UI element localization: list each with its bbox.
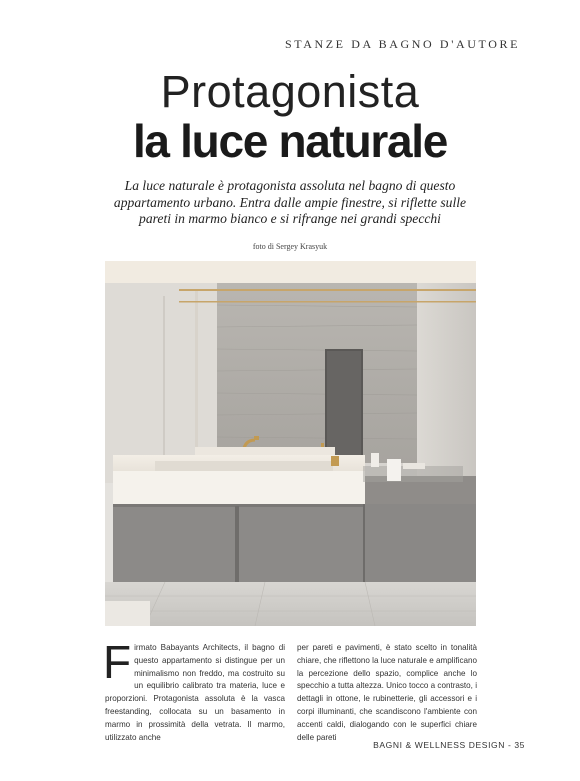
title-line-2: la luce naturale: [132, 115, 448, 167]
drop-cap: F: [103, 636, 132, 688]
section-label: STANZE DA BAGNO D'AUTORE: [284, 37, 520, 51]
title-line-1: Protagonista: [160, 66, 420, 117]
body-column-1: [103, 636, 285, 744]
photo-credit: foto di Sergey Krasyuk: [252, 242, 328, 251]
body-text-1: irmato Babayants Architects, il bagno di questo appartamento si distingue per un minimalismo non freddo, ma costruito su un equilibrio calibrato tra materia, luce e proporzioni. Protagonista assoluta è la vasca freestanding, collocata su un basamento in marmo in prossimità della vetrata. Il marmo, utilizzato anche: [105, 643, 285, 742]
page-footer: BAGNI & WELLNESS DESIGN - 35: [373, 740, 525, 750]
subtitle: La luce naturale è protagonista assoluta nel bagno di questo appartamento urbano. Entra dalle ampie finestre, si riflette sulle pareti in marmo bianco e si rifrange nei grandi specchi: [113, 178, 467, 227]
body-column-2: per pareti e pavimenti, è stato scelto in tonalità chiare, che riflettono la luce naturale e amplificano la percezione dello spazio, complice anche lo specchio a tutta altezza. Unico tocco a contrasto, i dettagli in ottone, le rubinetterie, gli accessori e i corpi illuminanti, che scandiscono l'ambiente con accenti caldi, dialogando con le superfici chiare delle pareti: [297, 643, 477, 742]
bathroom-photo: [105, 261, 476, 626]
